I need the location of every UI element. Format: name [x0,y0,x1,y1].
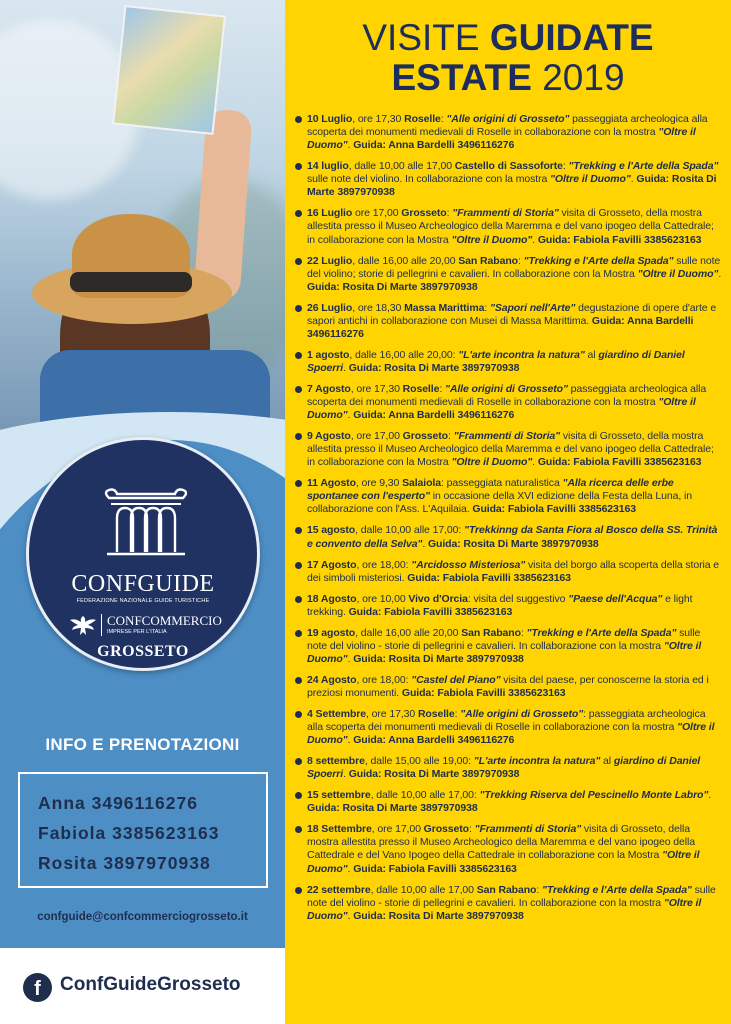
event-time: , dalle 10,00 alle 17,00 [348,160,455,173]
confcommercio-row [69,612,229,642]
event-description: visita di Grosseto, della mostra allestita presso il Museo Archeologico della Maremma e del vano ipogeo della Cattedrale; in collaborazione con la Mostra [307,207,714,246]
event-tail: . [718,267,722,280]
event-highlight: "Oltre il Duomo" [307,396,696,422]
event-date: 8 settembre [307,755,365,768]
event-highlight: "Oltre il Duomo" [307,849,700,875]
event-guide: Guida: Fabiola Favilli 3385623163 [472,503,637,516]
event-date: 1 agosto [307,348,350,361]
event-guide: Guida: Rosita Di Marte 3897970938 [353,909,524,922]
event-title: "Trekking e l'Arte della Spada" [523,254,674,267]
event-item [294,593,722,619]
event-time: , dalle 10,00 alle 17,00 [370,883,477,896]
event-item [294,477,722,516]
logo-city: GROSSETO [97,643,189,660]
title-guidate: GUIDATE [489,17,654,58]
event-item [294,789,722,815]
event-date: 18 Settembre [307,823,372,836]
event-tail: . [347,734,354,747]
event-tail: . [532,233,538,246]
contacts-box [18,772,268,888]
hat-band [70,272,192,292]
event-time: , ore 17,00 [371,823,424,836]
column-icon [103,488,189,558]
event-description: passeggiata archeologica alla scoperta dei monumenti medievali di Roselle in collaborazione con la mostra [307,113,708,139]
event-place: Grosseto [423,823,469,836]
event-guide: Guida: Anna Bardelli 3496116276 [307,314,694,340]
event-description: degustazione di opere d'arte e sapori antichi in collaborazione con Musei di Massa Marittima. [307,301,717,327]
event-item [294,559,722,585]
event-highlight: "Paese dell'Acqua" [568,592,663,605]
event-description: al [600,755,614,768]
title-estate: ESTATE [391,57,532,98]
title-year: 2019 [542,57,625,98]
event-separator: : [447,430,454,443]
event-separator: : [520,626,527,639]
logo-subtitle: FEDERAZIONE NAZIONALE GUIDE TURISTICHE [76,598,210,604]
event-item [294,674,722,700]
event-time: , ore 9,30 [355,477,403,490]
event-highlight: "Oltre il Duomo" [307,896,702,922]
event-description: sulle note del violino - storie di pellegrini e cavalieri. In collaborazione con la mostra [307,626,701,652]
event-time: , ore 18,00: [356,558,412,571]
event-date: 17 Agosto [307,558,357,571]
event-guide: Guida: Rosita Di Marte 3897970938 [348,361,520,374]
event-title: "Alle origini di Grosseto" [460,707,584,720]
event-place: Grosseto [401,207,447,220]
event-guide: Guida: Rosita Di Marte 3897970938 [307,280,478,293]
event-item [294,302,722,341]
event-item [294,160,722,199]
event-guide: Guida: Fabiola Favilli 3385623163 [401,686,566,699]
event-date: 15 agosto [307,524,356,537]
event-guide: Guida: Fabiola Favilli 3385623163 [407,571,571,584]
event-item [294,755,722,781]
event-separator: : [536,883,543,896]
event-item [294,430,722,469]
hero-photo [0,0,285,470]
event-highlight: "Oltre il Duomo" [451,456,533,469]
event-highlight: giardino di Daniel Spoerri [307,348,685,374]
map-illustration [112,5,226,135]
event-guide: Guida: Rosita Di Marte 3897970938 [353,652,524,665]
event-description: visita di Grosseto, della mostra allestita presso il Museo Archeologico della Maremma e del vano ipogeo della Cattedrale e del Vano Ipogeo della Cattedrale in collaborazione con la Mostra [307,823,695,862]
event-title: "Trekking Riserva del Pescinello Monte Labro" [479,789,709,802]
event-place: Salaiola [402,477,441,490]
event-place: Massa Marittima [404,301,485,314]
event-description: al [584,348,599,361]
event-time: , ore 18,00: [356,673,412,686]
event-date: 22 Luglio [307,254,353,267]
event-time: ore 17,00 [352,207,402,220]
event-place: Grosseto [402,430,448,443]
event-guide: Guida: Fabiola Favilli 3385623163 [348,605,513,618]
event-tail: . [630,173,637,186]
event-time: , ore 18,30 [352,301,405,314]
event-tail: . [343,361,349,374]
event-place: Vivo d'Orcia [408,592,468,605]
event-title: "Trekkinng da Santa Fiora al Bosco della SS. Trinità e convento della Selva" [307,524,718,550]
event-description: sulle note del violino - storie di pellegrini e cavalieri. In collaborazione con la mostra [307,883,716,909]
event-time: , ore 17,30 [366,707,418,720]
event-guide: Guida: Fabiola Favilli 3385623163 [353,862,517,875]
event-time: , dalle 15,00 alle 19,00: [364,755,474,768]
event-title: "Frammenti di Storia" [452,207,559,220]
event-item [294,627,722,666]
event-time: , dalle 10,00 alle 17,00: [370,789,480,802]
event-description: visita del borgo alla scoperta della storia e dei simboli misteriosi. [307,558,720,584]
facebook-band [0,948,285,1024]
event-date: 9 Agosto [307,430,351,443]
event-description: . [422,537,428,550]
event-description: visita del paese, per conoscerne la storia ed i preziosi monumenti. [307,673,709,699]
contact-fabiola: Fabiola 3385623163 [38,823,220,843]
event-date: 4 Settembre [307,707,367,720]
event-guide: Guida: Anna Bardelli 3496116276 [353,139,515,152]
event-separator: : [446,207,453,220]
event-title: "Castel del Piano" [411,673,501,686]
left-panel [0,0,285,1024]
event-separator: : [517,254,524,267]
event-item [294,708,722,747]
event-date: 24 Agosto [307,673,357,686]
event-date: 19 agosto [307,626,356,639]
events-list [294,113,722,931]
event-guide: Guida: Anna Bardelli 3496116276 [353,734,515,747]
event-title: "Arcidosso Misteriosa" [411,558,526,571]
event-title: "L'arte incontra la natura" [458,348,585,361]
poster-title [285,18,731,98]
event-date: 11 Agosto [307,477,356,490]
event-item [294,383,722,422]
event-description: sulle note del violino; storie di pellegrini e cavalieri. In collaborazione con la Mostra [307,254,721,280]
event-date: 15 settembre [307,789,371,802]
event-title: "Trekking e l'Arte della Spada" [526,626,677,639]
logo-name: CONFGUIDE [71,571,215,597]
contact-anna: Anna 3496116276 [38,793,198,813]
event-separator: : [440,113,447,125]
event-time: , ore 17,30 [352,113,405,125]
event-item [294,823,722,875]
event-tail: . [343,768,349,781]
event-date: 14 luglio [307,160,349,173]
event-title: "Trekking e l'Arte della Spada" [542,883,692,896]
event-item [294,207,722,246]
event-title: "Alle origini di Grosseto" [444,382,568,395]
event-place: San Rabano [458,254,518,267]
event-time: , dalle 16,00 alle 20,00: [349,348,459,361]
event-date: 16 Luglio [307,207,353,220]
event-date: 18 Agosto [307,592,357,605]
event-title: "Frammenti di Storia" [453,430,561,443]
event-tail: . [347,409,354,422]
confguide-logo [26,437,260,671]
event-tail: . [347,862,354,875]
event-description: passeggiata naturalistica [446,477,563,490]
event-highlight: "Oltre il Duomo" [307,126,696,152]
event-date: 26 Luglio [307,301,353,314]
event-highlight: "Oltre il Duomo" [451,233,533,246]
event-description: . [708,789,712,802]
event-date: 22 settembre [307,883,371,896]
event-guide: Guida: Rosita Di Marte 3897970938 [307,802,478,815]
event-tail: . [532,456,538,469]
event-place: Castello di Sassoforte [454,160,563,173]
event-title: "Frammenti di Storia" [474,823,582,836]
event-date: 7 Agosto [307,382,351,395]
event-time: , dalle 16,00 alle 20,00 [352,254,459,267]
event-highlight: "Oltre il Duomo" [637,267,719,280]
event-title: "Sapori nell'Arte" [489,301,576,314]
event-guide: Guida: Fabiola Favilli 3385623163 [537,456,702,469]
event-separator: : [467,592,474,605]
event-place: Roselle [402,382,440,395]
event-title: "Alle origini di Grosseto" [446,113,570,125]
title-visite: VISITE [362,17,480,58]
event-item [294,884,722,923]
event-separator: : [454,707,461,720]
event-time: , dalle 10,00 alle 17,00: [355,524,465,537]
eagle-icon [69,612,97,638]
event-highlight: "Oltre il Duomo" [307,639,702,665]
event-description: : passeggiata archeologica alla scoperta dei monumenti medievali di Roselle in collaborazione con la mostra [307,707,706,734]
event-separator: : [440,477,447,490]
event-description: visita di Grosseto, della mostra allestita presso il Museo Archeologico della Maremma e del vano ipogeo della Cattedrale; in collaborazione con la Mostra [307,430,714,469]
event-place: Roselle [404,113,441,125]
event-guide: Guida: Rosita Di Marte 3897970938 [427,537,599,550]
event-time: , ore 17,30 [350,382,403,395]
right-panel [285,0,731,1024]
event-separator: : [439,382,445,395]
event-place: Roselle [417,707,455,720]
event-time: , ore 17,00 [350,430,403,443]
confcommercio-name: CONFCOMMERCIO [107,613,222,628]
event-tail: in occasione della XVI edizione della Festa della Luna, in collaborazione con l'Ass. L'Aquilaia. [307,490,692,516]
event-place: San Rabano [461,626,521,639]
facebook-icon[interactable]: f [23,973,52,1002]
event-separator: : [484,301,490,314]
event-description: passeggiata archeologica alla scoperta dei monumenti medievali di Roselle in collaborazione con la mostra [307,382,707,409]
event-time: , ore 10,00 [356,592,409,605]
event-tail: . [347,139,354,152]
event-description: sulle note del violino. In collaborazione con la mostra [307,173,551,186]
event-item [294,524,722,550]
event-tail: . [347,652,354,665]
event-highlight: "Alla ricerca delle erbe spontanee con l'esperto" [307,477,674,503]
event-guide: Guida: Anna Bardelli 3496116276 [353,409,515,422]
event-date: 10 Luglio [307,113,353,125]
confcommercio-tagline: IMPRESE PER L'ITALIA [107,629,167,635]
event-highlight: "Oltre il Duomo" [550,173,631,186]
event-highlight: "Oltre il Duomo" [307,721,715,747]
event-highlight: giardino di Daniel Spoerri [307,755,701,781]
event-separator: : [562,160,569,173]
event-item [294,113,722,152]
event-separator: : [468,823,475,836]
event-time: , dalle 16,00 alle 20,00 [355,626,462,639]
event-place: San Rabano [476,883,537,896]
contact-rosita: Rosita 3897970938 [38,853,211,873]
event-item [294,255,722,294]
facebook-handle[interactable]: ConfGuideGrosseto [60,974,241,995]
event-title: "L'arte incontra la natura" [473,755,601,768]
event-tail: e light trekking. [307,592,693,618]
email-address[interactable]: confguide@confcommerciogrosseto.it [37,911,248,923]
event-guide: Guida: Fabiola Favilli 3385623163 [537,233,702,246]
event-tail: . [347,909,354,922]
event-guide: Guida: Rosita Di Marte 3897970938 [348,768,520,781]
event-description: visita del suggestivo [473,592,569,605]
event-guide: Guida: Rosita Di Marte 3897970938 [307,173,717,199]
info-title: INFO E PRENOTAZIONI [45,735,240,754]
event-item [294,349,722,375]
divider [101,614,102,636]
event-title: "Trekking e l'Arte della Spada" [568,160,719,173]
